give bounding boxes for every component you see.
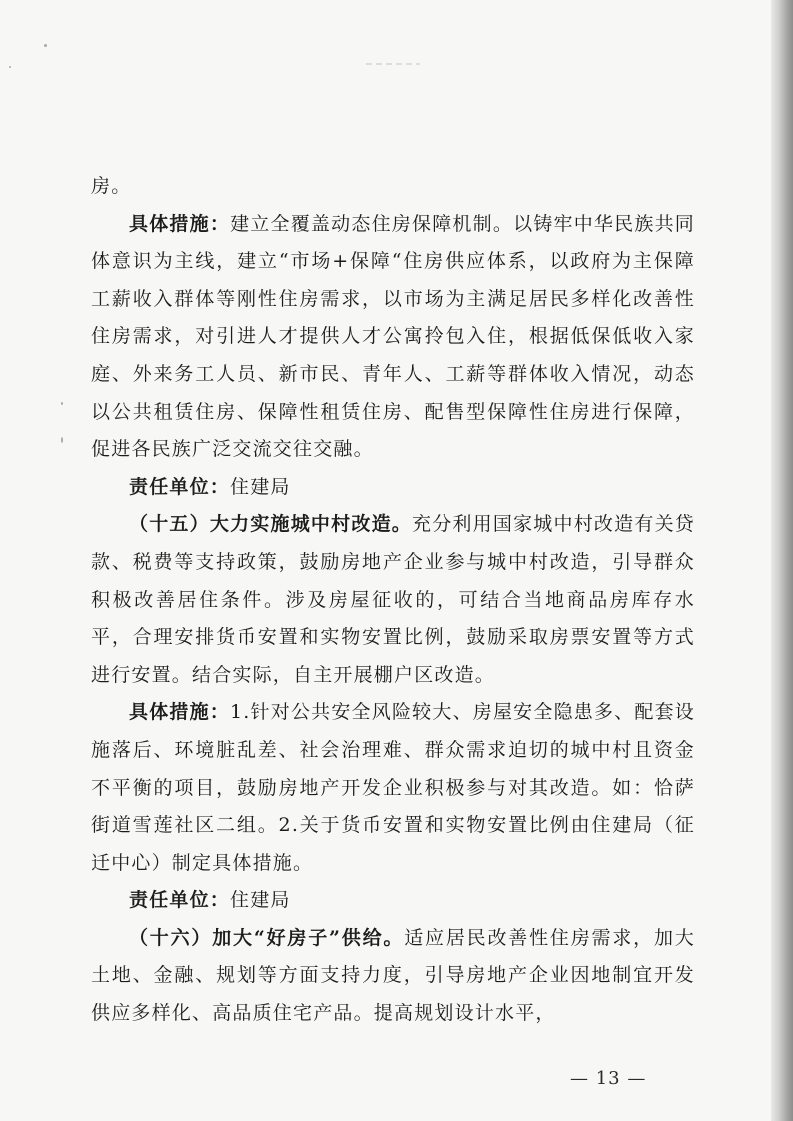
responsibility-text: 住建局: [230, 889, 291, 912]
text-line: 房。: [91, 175, 132, 197]
responsibility-text: 住建局: [230, 475, 291, 498]
scan-edge-shadow: [771, 0, 793, 1121]
body-text: [91, 168, 695, 1033]
scan-speck: [9, 66, 11, 68]
measures-paragraph: [91, 206, 695, 469]
responsibility-label: 责任单位：: [129, 889, 231, 912]
section-15-paragraph: [91, 506, 695, 694]
section-15-text: 充分利用国家城中村改造有关贷款、税费等支持政策，鼓励房地产企业参与城中村改造，引导群众积极改善居住条件。涉及房屋征收的，可结合当地商品房库存水平，合理安排货币安置和实物安置比例，鼓励采取房票安置等方式进行安置。结合实际，自主开展棚户区改造。: [91, 513, 695, 686]
measures-label: 具体措施：: [129, 212, 231, 235]
section-16-paragraph: [91, 920, 695, 1033]
section-16-text: 适应居民改善性住房需求，加大土地、金融、规划等方面支持力度，引导房地产企业因地制宜开发供应多样化、高品质住宅产品。提高规划设计水平，: [91, 926, 695, 1025]
measures-label: 具体措施：: [129, 701, 231, 724]
responsibility-label: 责任单位：: [129, 475, 231, 498]
scan-speck: [61, 402, 63, 405]
section-16-heading: （十六）加大“好房子”供给。: [129, 926, 405, 949]
scan-speck: [44, 44, 47, 47]
measures-paragraph: [91, 694, 695, 882]
measures-text: 1.针对公共安全风险较大、房屋安全隐患多、配套设施落后、环境脏乱差、社会治理难、群众需求迫切的城中村且资金不平衡的项目，鼓励房地产开发企业积极参与对其改造。如：恰萨街道雪莲社区二组。2.关于货币安置和实物安置比例由住建局（征迁中心）制定具体措施。: [91, 701, 695, 874]
section-15-heading: （十五）大力实施城中村改造。: [129, 513, 412, 536]
scan-speck: [61, 437, 63, 443]
paragraph-continuation: [91, 168, 695, 206]
measures-text: 建立全覆盖动态住房保障机制。以铸牢中华民族共同体意识为主线，建立“市场+保障“住房供应体系，以政府为主保障工薪收入群体等刚性住房需求，以市场为主满足居民多样化改善性住房需求，对引进人才提供人才公寓拎包入住，根据低保低收入家庭、外来务工人员、新市民、青年人、工薪等群体收入情况，动态以公共租赁住房、保障性租赁住房、配售型保障性住房进行保障，促进各民族广泛交流交往交融。: [91, 212, 695, 461]
responsibility-line: [91, 469, 695, 507]
page-number: — 13 —: [570, 1068, 647, 1089]
scan-artifact: [366, 63, 420, 65]
responsibility-line: [91, 882, 695, 920]
